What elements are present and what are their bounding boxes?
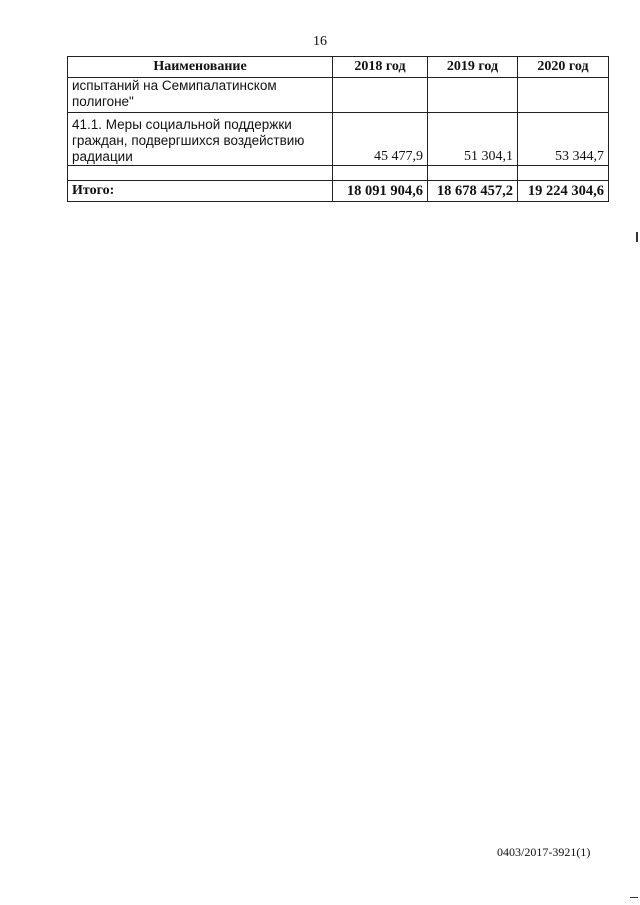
empty-cell — [428, 166, 518, 181]
scan-edge-mark — [636, 232, 638, 242]
empty-cell — [333, 166, 428, 181]
row-value-2020 — [518, 78, 609, 113]
total-2018: 18 091 904,6 — [333, 181, 428, 202]
header-name: Наименование — [68, 57, 333, 78]
total-2019: 18 678 457,2 — [428, 181, 518, 202]
row-value-2019 — [428, 78, 518, 113]
scan-edge-mark — [630, 897, 638, 898]
row-value-2018 — [333, 78, 428, 113]
header-2020: 2020 год — [518, 57, 609, 78]
table-header-row — [68, 57, 609, 78]
total-row — [68, 181, 609, 202]
row-value-2018: 45 477,9 — [333, 113, 428, 166]
page-number: 16 — [313, 34, 327, 49]
empty-cell — [518, 166, 609, 181]
empty-row — [68, 166, 609, 181]
table-row — [68, 113, 609, 166]
header-2018: 2018 год — [333, 57, 428, 78]
row-name: 41.1. Меры социальной поддержки граждан, подвергшихся воздействию радиации — [68, 113, 333, 166]
total-2020: 19 224 304,6 — [518, 181, 609, 202]
table-row — [68, 78, 609, 113]
empty-cell — [68, 166, 333, 181]
row-name: испытаний на Семипалатинском полигоне" — [68, 78, 333, 113]
total-label: Итого: — [68, 181, 333, 202]
row-value-2020: 53 344,7 — [518, 113, 609, 166]
header-2019: 2019 год — [428, 57, 518, 78]
row-value-2019: 51 304,1 — [428, 113, 518, 166]
document-code: 0403/2017-3921(1) — [497, 845, 591, 859]
budget-table — [67, 56, 609, 202]
